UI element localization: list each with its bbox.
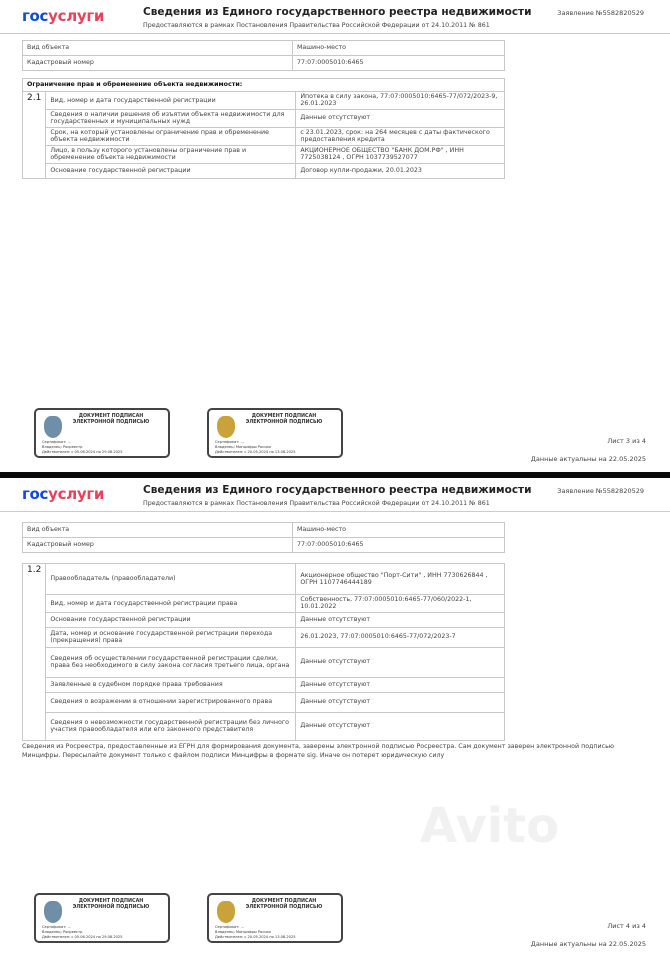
field-label: Основание государственной регистрации: [46, 163, 296, 178]
actuality-date: Данные актуальны на 22.05.2025: [530, 455, 646, 463]
field-value: Данные отсутствуют: [296, 647, 505, 677]
table-row: [23, 712, 505, 740]
stamp-owner: Владелец: Росреестр: [42, 930, 83, 934]
field-label: Сведения о невозможности государственной регистрации без личного участия правообладателя или его законного представителя: [46, 712, 296, 740]
rosreestr-signature-stamp: [34, 408, 170, 458]
sheet-number: Лист 4 из 4: [607, 922, 646, 930]
stamp-valid: Действителен: с 20.05.2024 по 13.08.2025: [215, 935, 296, 939]
field-value: Данные отсутствуют: [296, 712, 505, 740]
stamp-cert: Сертификат: ...: [215, 440, 245, 444]
stamp-valid: Действителен: с 05.06.2024 по 29.08.2025: [42, 450, 123, 454]
field-label: Вид, номер и дата государственной регистрации права: [46, 595, 296, 613]
table-row: [23, 145, 505, 163]
field-value: с 23.01.2023, срок: на 264 месяцев с даты фактического предоставления кредита: [296, 127, 505, 145]
coat-of-arms-icon: [217, 901, 235, 923]
table-row: [23, 692, 505, 712]
signature-note: Сведения из Росреестра, предоставленные из ЕГРН для формирования документа, заверены электронной подписью Росреестра. Сам документ заверен электронной подписью Минцифры. Пересылайте документ только с файлом подписи Минцифры в формате sig. Иначе он потерeт юридическую силу: [22, 743, 615, 759]
section-table: [22, 563, 505, 741]
table-row: [23, 677, 505, 692]
mintsifry-signature-stamp: [207, 893, 343, 943]
table-row: [23, 564, 505, 595]
field-label: Сведения об осуществлении государственной регистрации сделки, права без необходимого в силу закона согласия третьего лица, органа: [46, 647, 296, 677]
section-title: Ограничение прав и обременение объекта недвижимости:: [23, 79, 505, 92]
sheet-number: Лист 3 из 4: [607, 437, 646, 445]
stamp-cert: Сертификат: ...: [42, 925, 72, 929]
stamp-cert: Сертификат: ...: [42, 440, 72, 444]
field-label: Кадастровый номер: [23, 538, 293, 553]
field-value: Данные отсутствуют: [296, 612, 505, 627]
field-value: 77:07:0005010:6465: [293, 538, 505, 553]
table-row: [23, 41, 505, 56]
stamp-cert: Сертификат: ...: [215, 925, 245, 929]
table-row: [23, 127, 505, 145]
table-row: [23, 109, 505, 127]
application-number: Заявление №5582820529: [557, 9, 644, 17]
table-row: [23, 92, 505, 110]
table-row: [23, 163, 505, 178]
field-value: Машино-место: [293, 41, 505, 56]
field-label: Заявленные в судебном порядке права требования: [46, 677, 296, 692]
field-value: Договор купли-продажи, 20.01.2023: [296, 163, 505, 178]
field-value: Данные отсутствуют: [296, 677, 505, 692]
table-row: [23, 647, 505, 677]
stamp-title: ДОКУМЕНТ ПОДПИСАН ЭЛЕКТРОННОЙ ПОДПИСЬЮ: [245, 414, 323, 425]
mintsifry-signature-stamp: [207, 408, 343, 458]
avito-watermark: Avito: [420, 798, 560, 854]
field-value: 26.01.2023, 77:07:0005010:6465-77/072/2023-7: [296, 627, 505, 647]
document-header: [0, 478, 670, 512]
field-label: Вид объекта: [23, 41, 293, 56]
stamp-owner: Владелец: Минцифры России: [215, 445, 271, 449]
stamp-valid: Действителен: с 20.05.2024 по 13.08.2025: [215, 450, 296, 454]
stamp-title: ДОКУМЕНТ ПОДПИСАН ЭЛЕКТРОННОЙ ПОДПИСЬЮ: [72, 899, 150, 910]
section-number: 2.1: [23, 92, 46, 179]
stamp-valid: Действителен: с 05.06.2024 по 29.08.2025: [42, 935, 123, 939]
stamp-owner: Владелец: Минцифры России: [215, 930, 271, 934]
field-value: Ипотека в силу закона, 77:07:0005010:6465-77/072/2023-9, 26.01.2023: [296, 92, 505, 110]
stamp-owner: Владелец: Росреестр: [42, 445, 83, 449]
section-heading-row: [23, 79, 505, 92]
section-table: [22, 78, 505, 179]
section-number: 1.2: [23, 564, 46, 741]
field-value: Собственность, 77:07:0005010:6465-77/060/2022-1, 10.01.2022: [296, 595, 505, 613]
field-value: Данные отсутствуют: [296, 109, 505, 127]
stamp-title: ДОКУМЕНТ ПОДПИСАН ЭЛЕКТРОННОЙ ПОДПИСЬЮ: [245, 899, 323, 910]
table-row: [23, 56, 505, 71]
coat-of-arms-icon: [44, 901, 62, 923]
field-value: Акционерное общество "Порт-Сити" , ИНН 7730626844 , ОГРН 1107746444189: [296, 564, 505, 595]
field-value: АКЦИОНЕРНОЕ ОБЩЕСТВО "БАНК ДОМ.РФ" , ИНН 7725038124 , ОГРН 1037739527077: [296, 145, 505, 163]
field-label: Срок, на который установлены ограничение прав и обременение объекта недвижимости: [46, 127, 296, 145]
field-label: Основание государственной регистрации: [46, 612, 296, 627]
field-label: Сведения о наличии решения об изъятии объекта недвижимости для государственных и муниципальных нужд: [46, 109, 296, 127]
field-value: 77:07:0005010:6465: [293, 56, 505, 71]
table-row: [23, 627, 505, 647]
field-label: Дата, номер и основание государственной регистрации перехода (прекращения) права: [46, 627, 296, 647]
coat-of-arms-icon: [44, 416, 62, 438]
application-number: Заявление №5582820529: [557, 487, 644, 495]
object-table: [22, 522, 505, 553]
field-value: Данные отсутствуют: [296, 692, 505, 712]
gosuslugi-logo: [22, 485, 104, 503]
document-subtitle: Предоставляются в рамках Постановления Правительства Российской Федерации от 24.10.2011 № 861: [143, 500, 490, 507]
page-sheet-3: [0, 0, 670, 472]
page-sheet-4: [0, 478, 670, 960]
logo-text: услуги: [48, 7, 105, 25]
table-row: [23, 595, 505, 613]
rosreestr-signature-stamp: [34, 893, 170, 943]
coat-of-arms-icon: [217, 416, 235, 438]
logo-text: гос: [22, 7, 49, 25]
field-label: Кадастровый номер: [23, 56, 293, 71]
table-row: [23, 538, 505, 553]
logo-text: услуги: [48, 485, 105, 503]
field-label: Лицо, в пользу которого установлены ограничение прав и обременение объекта недвижимости: [46, 145, 296, 163]
field-label: Вид, номер и дата государственной регистрации: [46, 92, 296, 110]
field-label: Правообладатель (правообладатели): [46, 564, 296, 595]
field-value: Машино-место: [293, 523, 505, 538]
field-label: Сведения о возражении в отношении зарегистрированного права: [46, 692, 296, 712]
document-header: [0, 0, 670, 34]
logo-text: гос: [22, 485, 49, 503]
gosuslugi-logo: [22, 7, 104, 25]
document-subtitle: Предоставляются в рамках Постановления Правительства Российской Федерации от 24.10.2011 № 861: [143, 22, 490, 29]
table-row: [23, 523, 505, 538]
document-title: Сведения из Единого государственного реестра недвижимости: [143, 6, 532, 18]
stamp-title: ДОКУМЕНТ ПОДПИСАН ЭЛЕКТРОННОЙ ПОДПИСЬЮ: [72, 414, 150, 425]
field-label: Вид объекта: [23, 523, 293, 538]
object-table: [22, 40, 505, 71]
actuality-date: Данные актуальны на 22.05.2025: [530, 940, 646, 948]
table-row: [23, 612, 505, 627]
document-title: Сведения из Единого государственного реестра недвижимости: [143, 484, 532, 496]
